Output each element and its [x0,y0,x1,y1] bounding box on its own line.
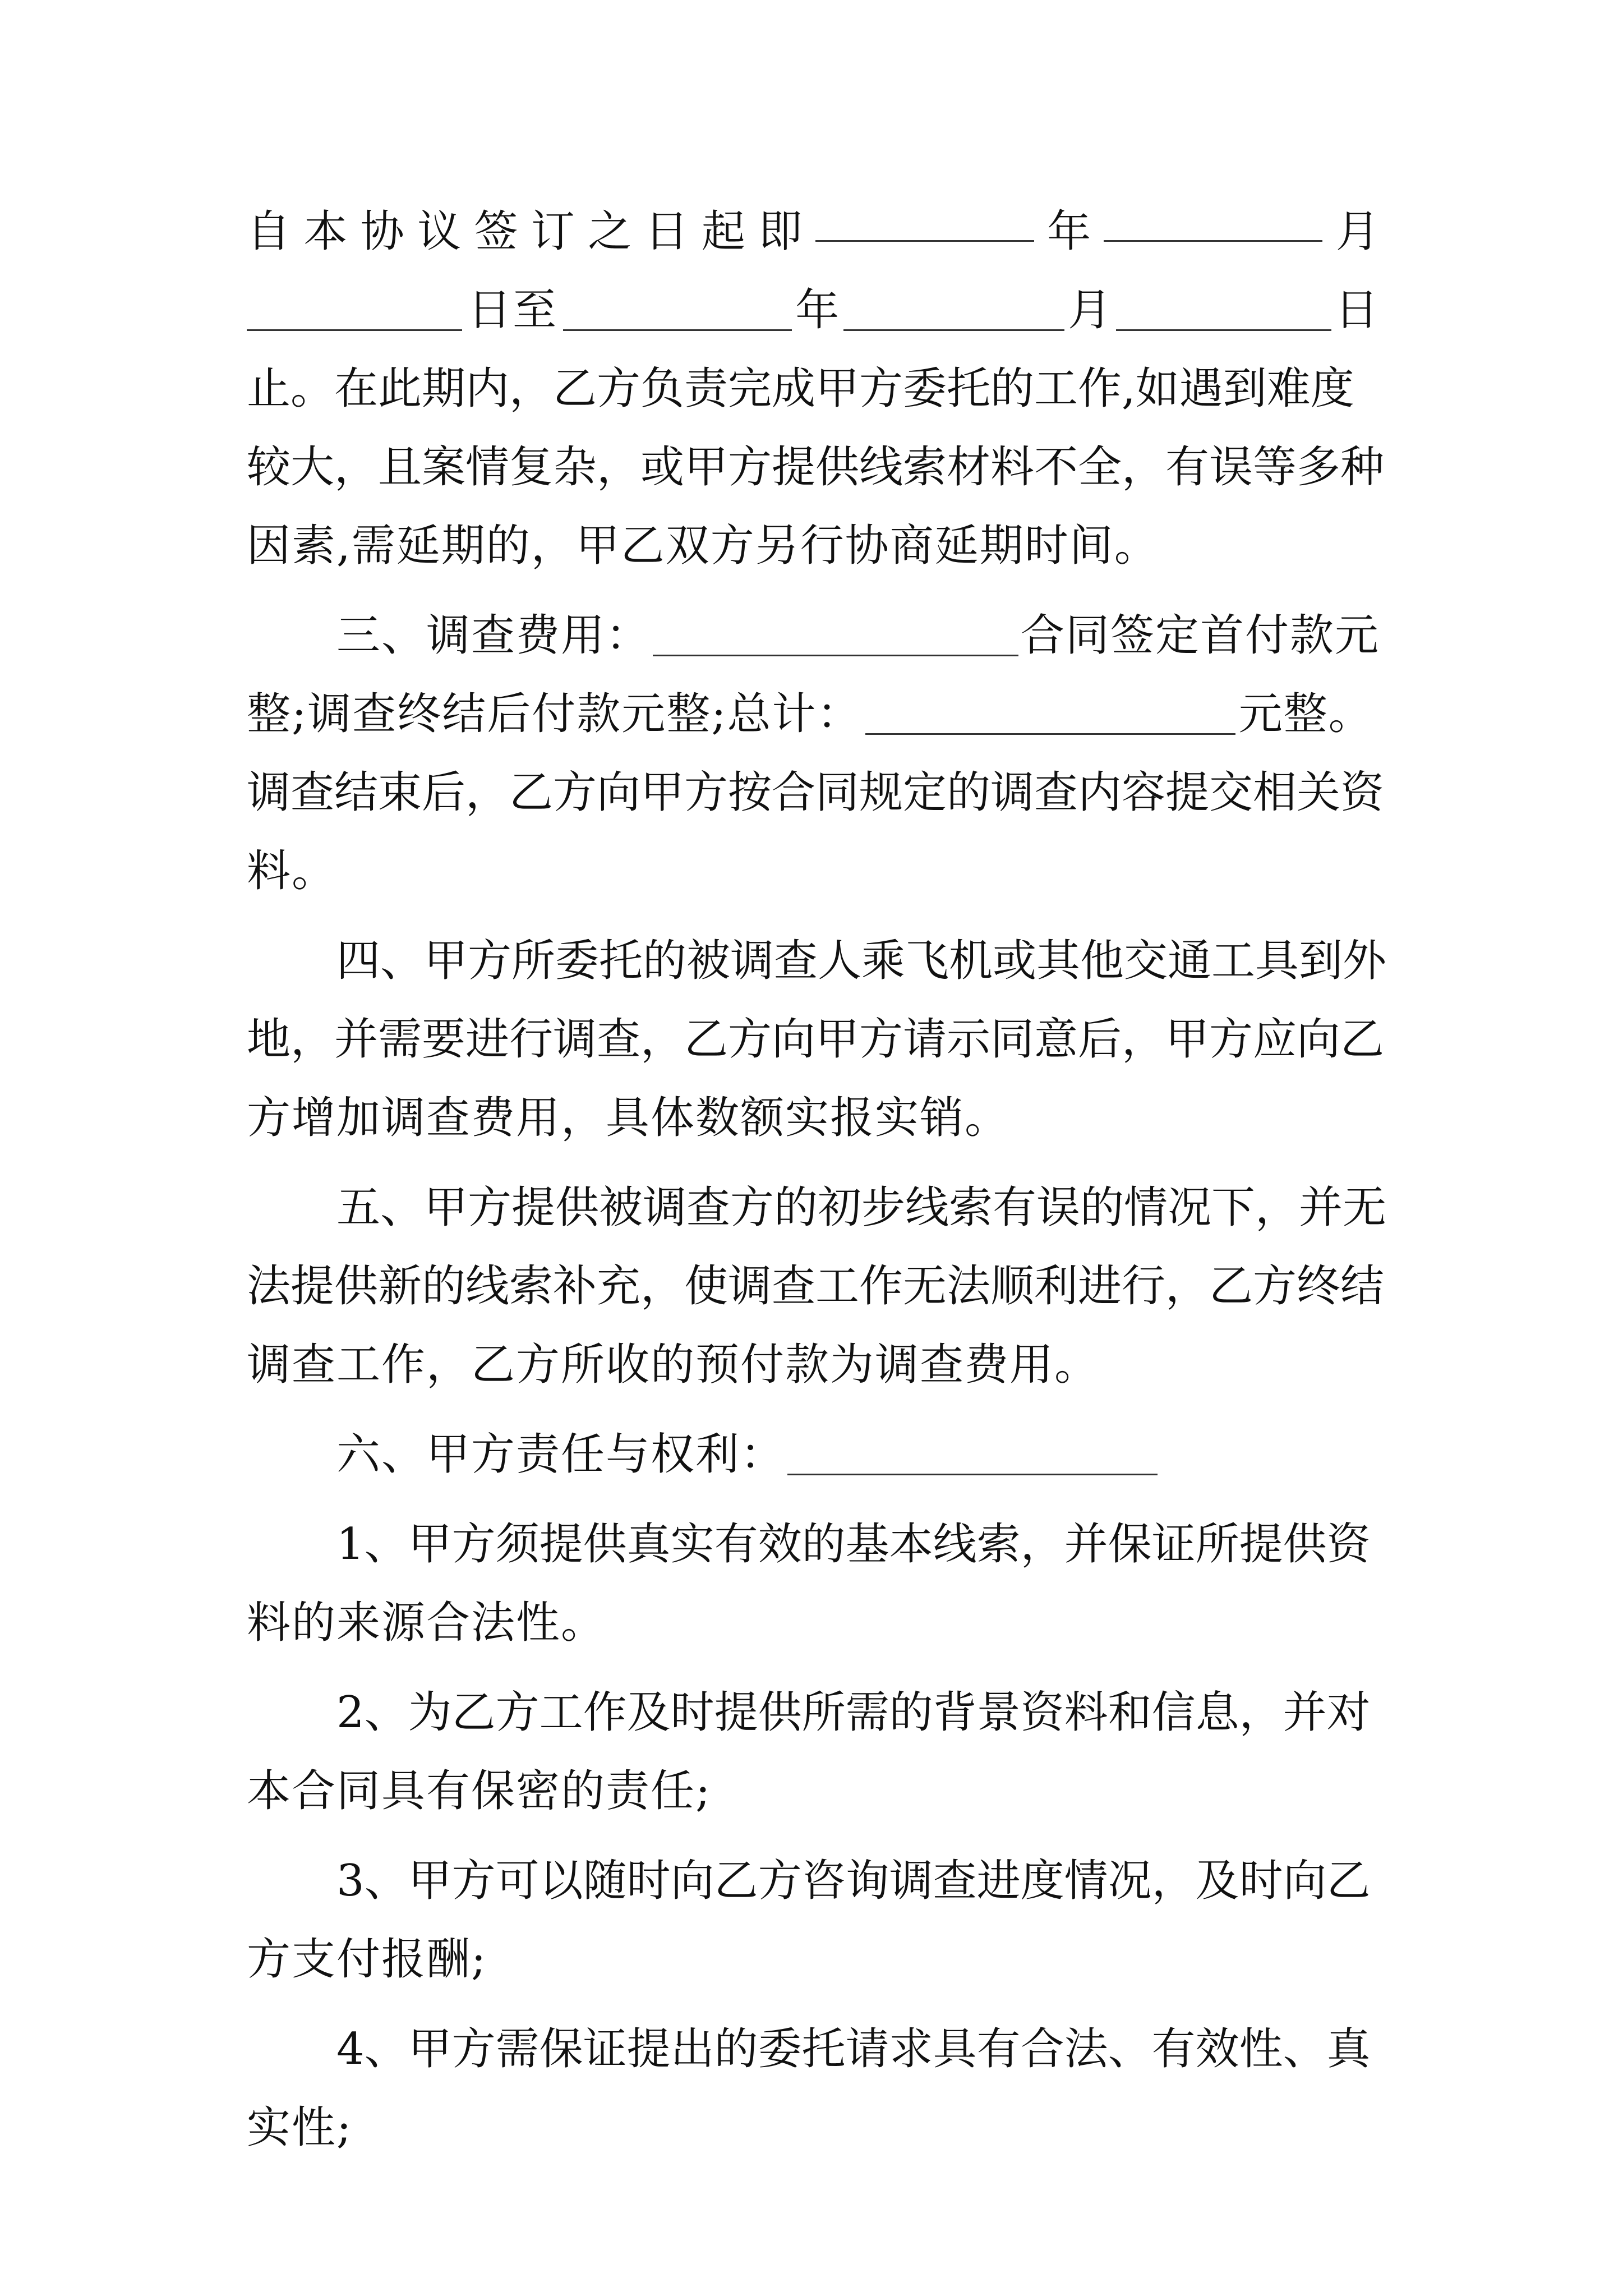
fee-line-4: 料。 [247,846,337,896]
glyph: 协 [360,206,404,257]
glyph: 签 [474,206,518,257]
item1-line-1: 1、甲方须提供真实有效的基本线索，并保证所提供资 [336,1519,1371,1570]
fee-line-3: 调查结束后，乙方向甲方按合同规定的调查内容提交相关资 [247,767,1385,818]
glyph: 即 [758,206,803,257]
para6-line-1 [336,1424,1380,1485]
end-year-blank[interactable] [563,290,792,331]
glyph: 议 [417,206,462,257]
fee-heading: 三、调查费用： [336,610,651,661]
year-label: 年 [1047,206,1091,257]
term-line-5: 因素,需延期的，甲乙双方另行协商延期时间。 [247,521,1159,571]
fee-first-payment: 合同签定首付款元 [1020,610,1380,661]
para5-line-2: 法提供新的线索补充，使调查工作无法顺利进行，乙方终结 [247,1261,1385,1312]
term-line-4: 较大，且案情复杂，或甲方提供线索材料不全，有误等多种 [247,442,1385,493]
start-day-blank[interactable] [247,290,462,331]
day-to-label: 日至 [467,285,557,335]
end-month-blank[interactable] [843,290,1064,331]
item2-line-2: 本合同具有保密的责任; [247,1766,712,1816]
para4-line-2: 地，并需要进行调查，乙方向甲方请示同意后，甲方应向乙 [247,1014,1385,1065]
term-line-2 [247,279,1380,341]
fee-line-1 [336,605,1380,666]
glyph: 起 [702,206,746,257]
item4-line-2: 实性; [247,2102,353,2153]
day-label: 日 [1335,285,1380,335]
fee-blank[interactable] [653,615,1018,656]
para6-heading: 六、甲方责任与权利： [336,1429,786,1480]
total-blank[interactable] [865,694,1235,735]
glyph: 本 [303,206,348,257]
end-day-blank[interactable] [1116,290,1331,331]
year-label: 年 [795,285,841,335]
para4-line-1: 四、甲方所委托的被调查人乘飞机或其他交通工具到外 [336,936,1387,986]
item3-line-2: 方支付报酬; [247,1934,487,1985]
month-label: 月 [1068,285,1113,335]
start-year-blank[interactable] [815,201,1034,242]
term-line-1 [247,201,1380,263]
term-line-3: 止。在此期内，乙方负责完成甲方委托的工作,如遇到难度 [247,364,1354,414]
item3-line-1: 3、甲方可以随时向乙方咨询调查进度情况，及时向乙 [336,1856,1371,1906]
glyph: 日 [644,206,689,257]
para5-line-1: 五、甲方提供被调查方的初步线索有误的情况下，并无 [336,1182,1387,1233]
glyph: 订 [531,206,575,257]
glyph: 自 [247,206,291,257]
fee-total-suffix: 元整。 [1238,689,1373,739]
rights-blank[interactable] [787,1434,1158,1475]
fee-line-2 [247,683,1380,745]
fee-final-payment: 整;调查终结后付款元整;总计： [247,689,862,739]
para4-line-3: 方增加调查费用，具体数额实报实销。 [247,1093,1010,1143]
start-month-blank[interactable] [1104,201,1322,242]
item4-line-1: 4、甲方需保证提出的委托请求具有合法、有效性、真 [336,2024,1371,2074]
month-label: 月 [1335,206,1380,257]
item2-line-1: 2、为乙方工作及时提供所需的背景资料和信息，并对 [336,1687,1371,1738]
glyph: 之 [588,206,632,257]
para5-line-3: 调查工作，乙方所收的预付款为调查费用。 [247,1340,1100,1390]
item1-line-2: 料的来源合法性。 [247,1598,606,1648]
